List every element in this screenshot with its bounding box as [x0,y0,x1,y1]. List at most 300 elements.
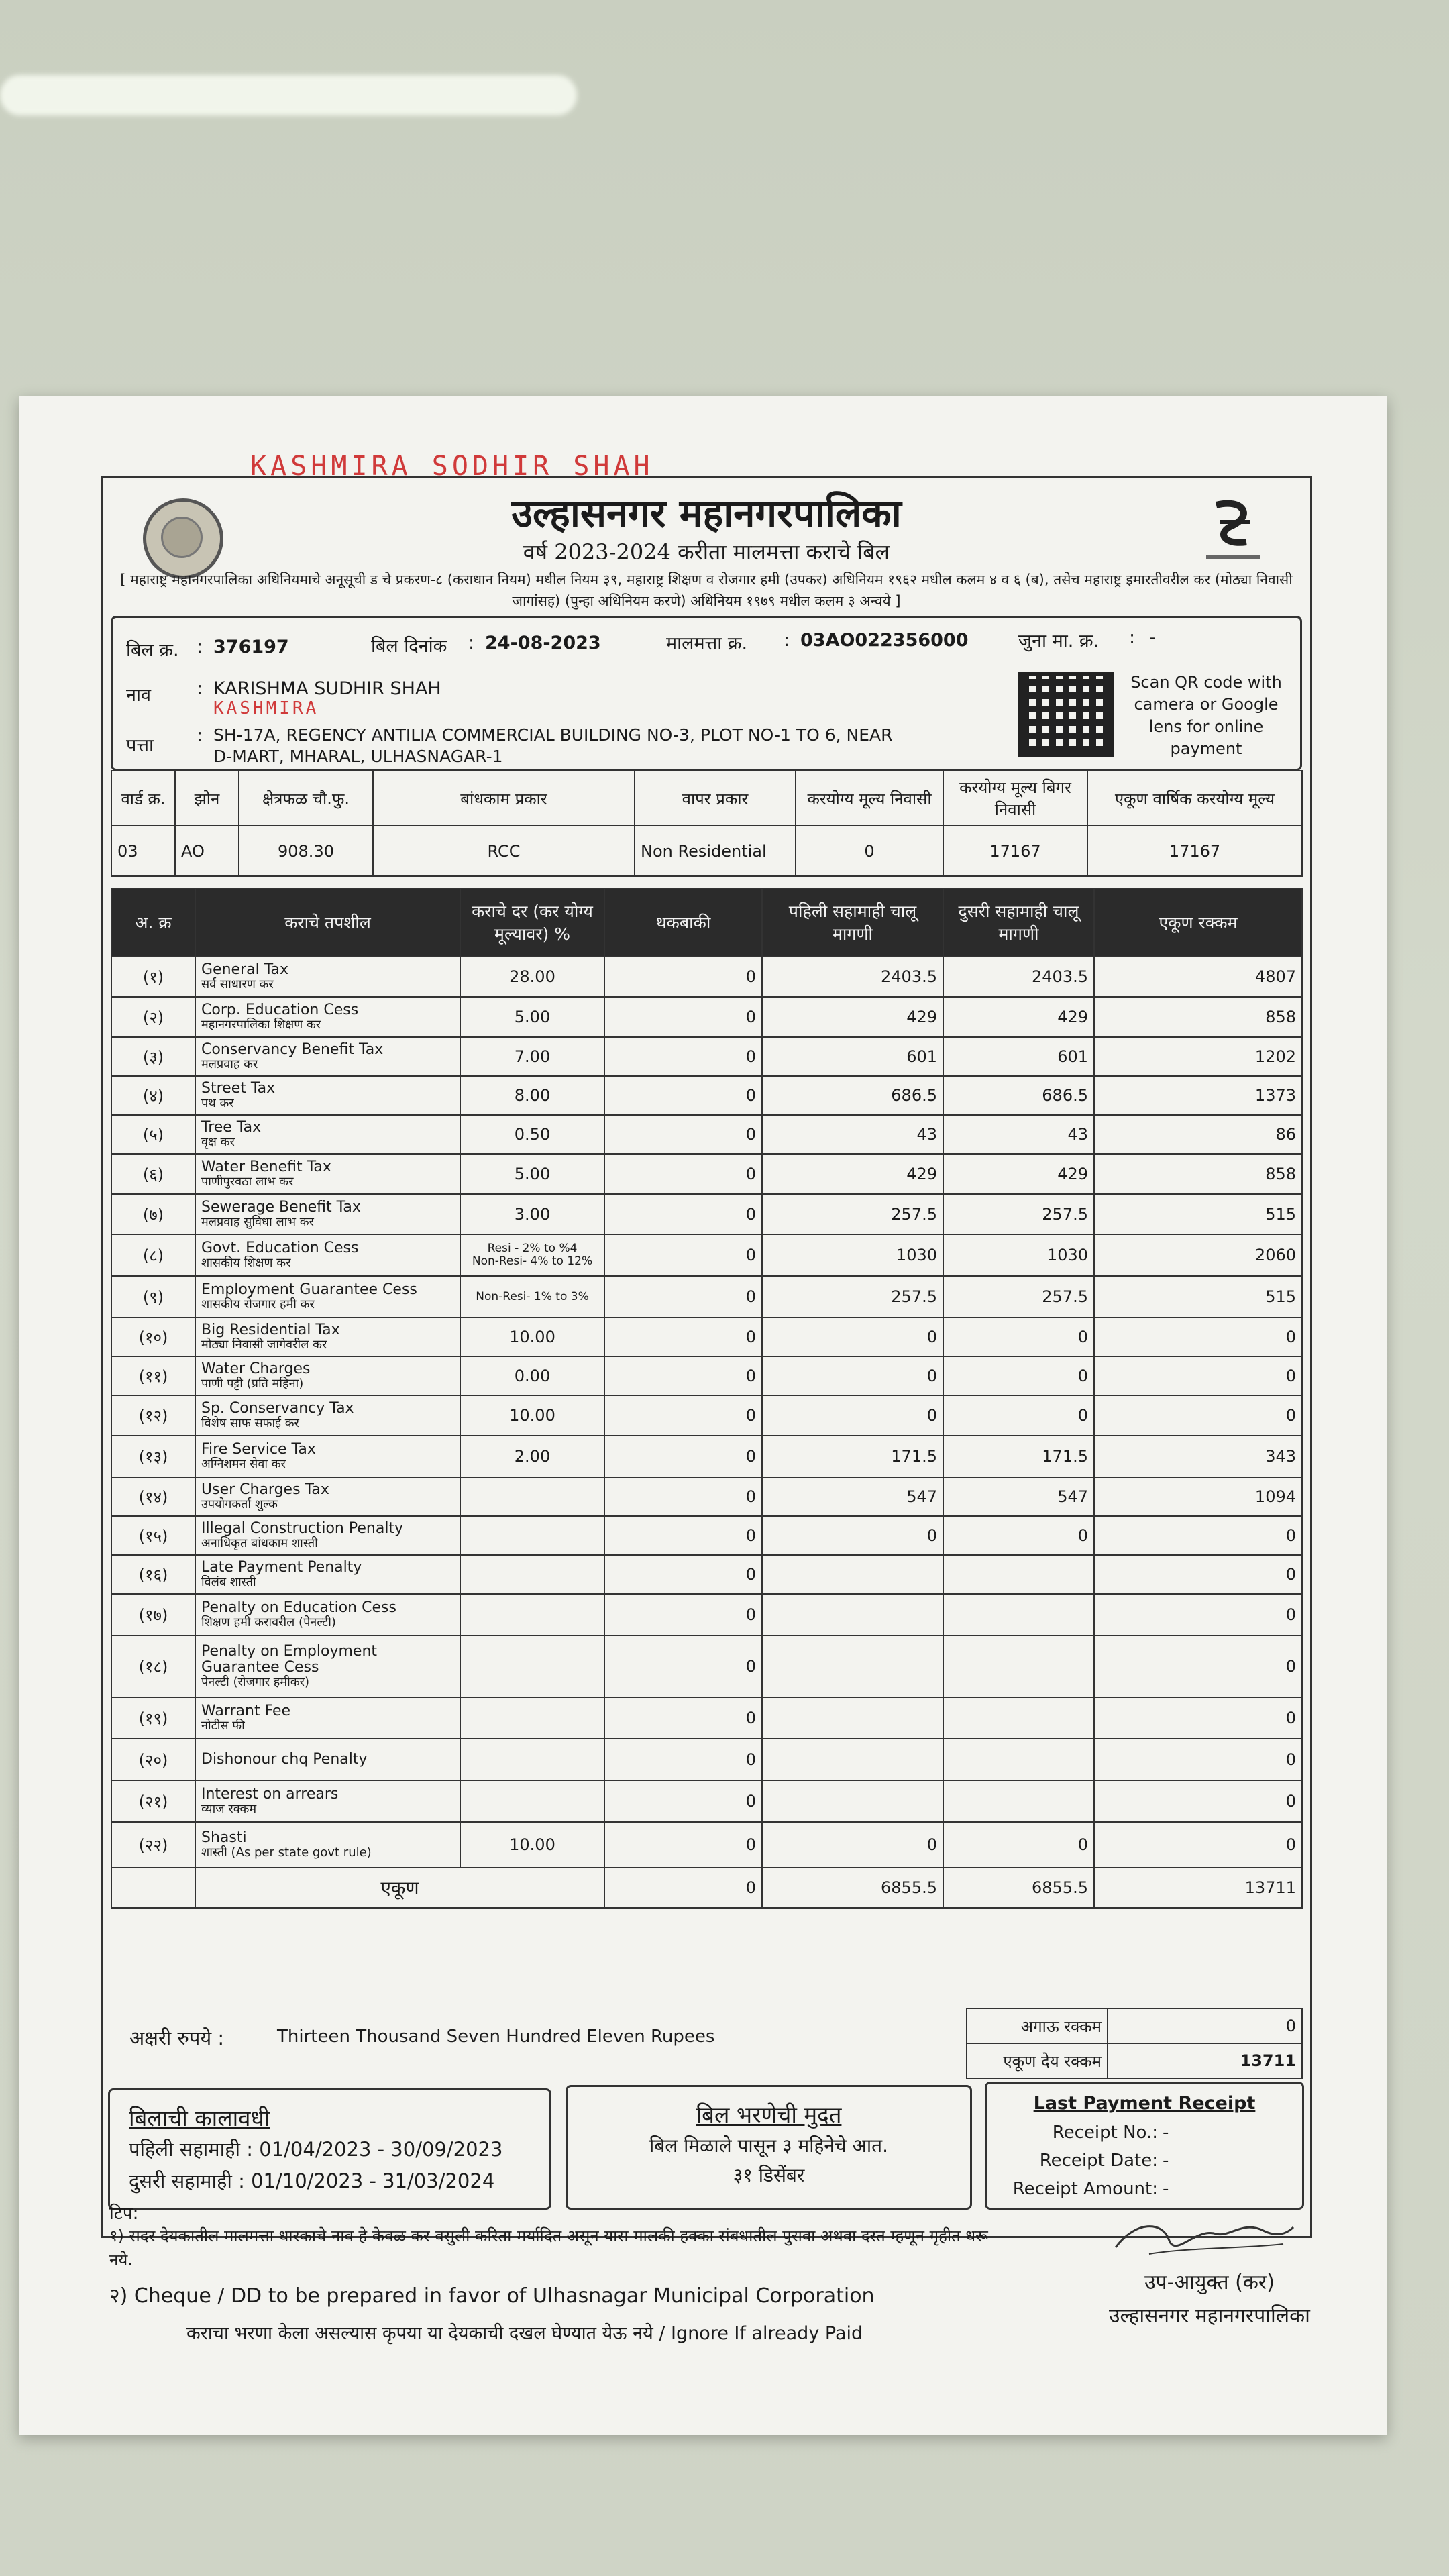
tax-row-sr: (१) [111,957,195,997]
corporation-name: उल्हासनगर महानगरपालिका [511,490,902,536]
tax-row-name [195,1234,460,1276]
tax-row-sr: (२१) [111,1780,195,1822]
tax-row-second-half [943,1635,1094,1697]
tax-name-english: Water Benefit Tax [201,1159,331,1175]
tax-row-name [195,1555,460,1594]
property-value-row [111,826,1302,876]
tax-row-arrears: 0 [604,1276,762,1318]
tax-name-marathi: वृक्ष कर [201,1135,235,1149]
tax-row-arrears: 0 [604,1115,762,1154]
first-half-period: पहिली सहामाही : 01/04/2023 - 30/09/2023 [129,2138,503,2161]
tax-row-arrears: 0 [604,1516,762,1555]
taxable-non-residential-value: 17167 [943,826,1087,876]
total-taxable-value: 17167 [1087,826,1302,876]
tax-row-first-half: 0 [762,1356,943,1395]
bill-date-label: बिल दिनांक [371,636,447,657]
bill-year-title: वर्ष 2023-2024 करीता मालमत्ता कराचे बिल [523,539,890,565]
tax-row-total: 1202 [1094,1037,1302,1076]
tax-row-sr: (१५) [111,1516,195,1555]
tax-row-total: 86 [1094,1115,1302,1154]
bill-info-box: बिल क्र. : 376197 बिल दिनांक : 24-08-2023 मालमत्ता क्र. : 03AO022356000 जुना मा. क्र. : - नाव : KARISHMA SUDHIR SHAH KASHMIRA पत्ता : SH-17A, REGENCY ANTILIA COMMERCIAL BUILDING NO-3, PLOT NO-1 TO 6, NEAR D-MART, MHARAL, ULHASNAGAR-1 Scan QR code with camera or Google lens for online payment [111,616,1302,771]
tax-name-english: Fire Service Tax [201,1441,316,1458]
tax-row-first-half: 429 [762,997,943,1037]
usage-type-value: Non Residential [635,826,796,876]
tax-name-english: Big Residential Tax [201,1322,340,1338]
header-zone: झोन [175,771,239,826]
tax-row-name [195,1194,460,1234]
tax-name-english: Street Tax [201,1080,276,1097]
address-line-2: D-MART, MHARAL, ULHASNAGAR-1 [213,747,503,766]
tax-row-total: 1094 [1094,1477,1302,1516]
tax-row-name [195,1780,460,1822]
tax-row-first-half [762,1697,943,1739]
total-arrears: 0 [604,1868,762,1908]
tax-row-total: 0 [1094,1594,1302,1635]
tax-row [111,1477,1302,1516]
tax-row-total: 515 [1094,1276,1302,1318]
tax-row-arrears: 0 [604,1635,762,1697]
tax-row [111,1635,1302,1697]
tax-row-rate: 2.00 [460,1436,604,1477]
note-3: कराचा भरणा केला असल्यास कृपया या देयकाची दखल घेण्यात येऊ नये / Ignore If already Paid [186,2323,863,2344]
legal-act-note: [ महाराष्ट्र महानगरपालिका अधिनियमाचे अनूसूची ड चे प्रकरण-८ (कराधान नियम) मधील नियम ३९, महाराष्ट्र शिक्षण व रोजगार हमी (उपकर) अधिनियम १९६२ मधील कलम ४ व ६ (ब), तसेच महाराष्ट्र इमारतीवरील कर (मोठ्या निवासी जागांसह) (पुन्हा अधिनियम करणे) अधिनियम १९७९ मधील कलम ३ अन्वये ] [120,572,1293,609]
qr-instruction: Scan QR code with camera or Google lens for online payment [1130,673,1282,758]
tax-row-rate [460,1477,604,1516]
tax-row-total: 515 [1094,1194,1302,1234]
tax-row-total: 1373 [1094,1076,1302,1115]
tax-row [111,1076,1302,1115]
tax-row-first-half: 257.5 [762,1276,943,1318]
tax-row-arrears: 0 [604,1697,762,1739]
tax-row-sr: (१०) [111,1318,195,1356]
tax-name-marathi: नोटीस फी [201,1719,245,1733]
tax-row [111,997,1302,1037]
total-second-half: 6855.5 [943,1868,1094,1908]
tax-row-arrears: 0 [604,957,762,997]
tax-row-second-half [943,1780,1094,1822]
tax-row-second-half: 547 [943,1477,1094,1516]
tax-name-english: Employment Guarantee Cess [201,1281,417,1298]
tax-row-second-half: 0 [943,1395,1094,1436]
tax-row-total: 0 [1094,1395,1302,1436]
header-arrears: थकबाकी [604,888,762,957]
tax-row-total: 343 [1094,1436,1302,1477]
property-details-table [111,770,1303,877]
tax-row-name [195,1395,460,1436]
tax-name-english: Sewerage Benefit Tax [201,1199,361,1216]
ceiling-light-reflection [0,75,577,115]
tax-row-sr: (१४) [111,1477,195,1516]
tax-row-sr: (६) [111,1154,195,1194]
tax-row [111,1697,1302,1739]
tax-row-first-half: 0 [762,1318,943,1356]
header-total-taxable: एकूण वार्षिक करयोग्य मूल्य [1087,771,1302,826]
tax-row-name [195,1477,460,1516]
tax-name-marathi: शास्ती (As per state govt rule) [201,1845,372,1860]
tax-row-total: 0 [1094,1780,1302,1822]
tax-row-second-half [943,1555,1094,1594]
tax-row [111,957,1302,997]
header-total: एकूण रक्कम [1094,888,1302,957]
tax-row [111,1037,1302,1076]
receipt-amount-label: Receipt Amount: [1012,2179,1158,2199]
tax-row-rate [460,1739,604,1780]
tax-row [111,1436,1302,1477]
last-receipt-title: Last Payment Receipt [1033,2093,1256,2114]
property-tax-bill [19,396,1387,2435]
payment-due-line-1: बिल मिळाले पासून ३ महिनेचे आत. [649,2135,889,2157]
total-label: एकूण [195,1868,604,1908]
payment-due-box [566,2085,972,2210]
old-no-label: जुना मा. क्र. [1018,631,1099,651]
header-usage-type: वापर प्रकार [635,771,796,826]
tax-row-total: 0 [1094,1739,1302,1780]
tax-row-first-half: 601 [762,1037,943,1076]
tax-row-first-half: 43 [762,1115,943,1154]
tax-row [111,1594,1302,1635]
tax-row-name [195,1697,460,1739]
header-sr: अ. क्र [111,888,195,957]
total-first-half: 6855.5 [762,1868,943,1908]
area-value: 908.30 [239,826,373,876]
tax-row-rate: 10.00 [460,1318,604,1356]
tax-row [111,1276,1302,1318]
tax-name-english: User Charges Tax [201,1481,329,1498]
tax-name-marathi: विशेष साफ सफाई कर [201,1416,299,1430]
tax-row [111,1318,1302,1356]
tax-row-name [195,1154,460,1194]
tax-row-sr: (२) [111,997,195,1037]
header-rate: कराचे दर (कर योग्य मूल्यावर) % [460,888,604,957]
tax-name-english: Penalty on Education Cess [201,1599,396,1616]
tax-name-english: Late Payment Penalty [201,1559,362,1576]
tax-row-rate [460,1555,604,1594]
tax-row-rate [460,1594,604,1635]
tax-row-second-half: 1030 [943,1234,1094,1276]
tax-name-english: Sp. Conservancy Tax [201,1400,354,1417]
tax-row-first-half [762,1635,943,1697]
tax-name-english: Govt. Education Cess [201,1240,359,1256]
tax-row-name [195,1037,460,1076]
officer-signature-icon [1109,2207,1297,2267]
tax-row-total: 0 [1094,1356,1302,1395]
tax-row-rate: 10.00 [460,1395,604,1436]
advance-amount: 0 [1108,2008,1302,2043]
receipt-date: - [1163,2151,1169,2171]
tax-row-name [195,1318,460,1356]
tax-row-second-half: 686.5 [943,1076,1094,1115]
tax-row-second-half: 429 [943,1154,1094,1194]
tax-row [111,1555,1302,1594]
tax-row-arrears: 0 [604,1739,762,1780]
tax-row-total: 2060 [1094,1234,1302,1276]
tax-name-marathi: महानगरपालिका शिक्षण कर [201,1018,321,1032]
tax-row-first-half: 171.5 [762,1436,943,1477]
header-first-half: पहिली सहामाही चालू मागणी [762,888,943,957]
tax-row-total: 0 [1094,1516,1302,1555]
payment-qr-code[interactable] [1018,672,1114,757]
tax-name-marathi: पथ कर [201,1096,234,1110]
tax-row-name [195,1594,460,1635]
tax-rate-text: Resi - 2% to %4 [487,1242,578,1255]
tax-name-marathi: व्याज रक्कम [201,1802,257,1816]
second-half-period: दुसरी सहामाही : 01/10/2023 - 31/03/2024 [129,2169,495,2192]
bill-no-label: बिल क्र. [126,640,179,661]
tax-row-sr: (१८) [111,1635,195,1697]
tax-row-sr: (११) [111,1356,195,1395]
tax-row-name [195,1436,460,1477]
tax-row-first-half: 0 [762,1516,943,1555]
tax-row-total: 0 [1094,1822,1302,1868]
tax-row-second-half: 0 [943,1356,1094,1395]
payable-summary-table [966,2008,1303,2079]
address-line-1: SH-17A, REGENCY ANTILIA COMMERCIAL BUILDING NO-3, PLOT NO-1 TO 6, NEAR [213,725,893,745]
tax-row-name [195,1115,460,1154]
tax-row-rate: 5.00 [460,1154,604,1194]
zone-value: AO [175,826,239,876]
tax-row-name [195,957,460,997]
notes-label: टिप: [109,2204,139,2224]
tax-name-english: Water Charges [201,1360,311,1377]
header-taxable-non-residential: करयोग्य मूल्य बिगर निवासी [943,771,1087,826]
note-2: २) Cheque / DD to be prepared in favor of Ulhasnagar Municipal Corporation [109,2284,875,2308]
tax-name-marathi: पाणी पट्टी (प्रति महिना) [201,1377,304,1391]
tax-row-rate [460,1635,604,1697]
ward-value: 03 [111,826,175,876]
tax-row [111,1739,1302,1780]
tax-row-second-half: 43 [943,1115,1094,1154]
tax-name-marathi: मलप्रवाह कर [201,1057,258,1071]
tax-name-marathi: शासकीय शिक्षण कर [201,1256,291,1270]
tax-row-rate [460,1276,604,1318]
tax-name-marathi: शासकीय रोजगार हमी कर [201,1297,315,1311]
tax-row-arrears: 0 [604,1234,762,1276]
tax-row-arrears: 0 [604,1436,762,1477]
tax-row-first-half: 686.5 [762,1076,943,1115]
payment-due-title: बिल भरणेची मुदत [696,2102,842,2128]
tax-row-second-half: 429 [943,997,1094,1037]
tax-row-second-half: 601 [943,1037,1094,1076]
tax-row-arrears: 0 [604,1594,762,1635]
tax-row-rate: 28.00 [460,957,604,997]
tax-row-arrears: 0 [604,1037,762,1076]
tax-row-first-half: 547 [762,1477,943,1516]
tax-row-sr: (४) [111,1076,195,1115]
payable-label: एकूण देय रक्कम [967,2043,1108,2078]
tax-row-sr: (१९) [111,1697,195,1739]
construction-type-value: RCC [373,826,635,876]
tax-row-rate [460,1780,604,1822]
bill-date: 24-08-2023 [485,633,601,653]
tax-row-first-half [762,1555,943,1594]
header-construction-type: बांधकाम प्रकार [373,771,635,826]
tax-name-english: Corp. Education Cess [201,1002,359,1018]
tax-details-table [111,888,1303,1909]
tax-row-arrears: 0 [604,997,762,1037]
tax-row-second-half: 0 [943,1516,1094,1555]
property-no-label: मालमत्ता क्र. [666,633,748,654]
tax-name-marathi: मोठ्या निवासी जागेवरील कर [201,1338,327,1352]
tax-total-row [111,1868,1302,1908]
tax-row-rate: 3.00 [460,1194,604,1234]
tax-name-marathi: अग्निशमन सेवा कर [201,1457,286,1471]
tax-row-name [195,1516,460,1555]
tax-row-rate [460,1234,604,1276]
tax-row-name [195,1356,460,1395]
tax-row-sr: (९) [111,1276,195,1318]
handwritten-name-correction: KASHMIRA [213,698,319,718]
tax-name-marathi: शिक्षण हमी करावरील (पेनल्टी) [201,1615,336,1629]
bill-no: 376197 [213,637,289,657]
tax-row-name [195,1635,460,1697]
tax-rate-text-2: Non-Resi- 4% to 12% [472,1254,593,1268]
tax-row-total: 858 [1094,1154,1302,1194]
tax-row-second-half: 0 [943,1822,1094,1868]
tax-row-name [195,997,460,1037]
tax-row-first-half: 429 [762,1154,943,1194]
tax-row-arrears: 0 [604,1822,762,1868]
advance-label: अगाऊ रक्कम [967,2008,1108,2043]
header-second-half: दुसरी सहामाही चालू मागणी [943,888,1094,957]
tax-row-sr: (२०) [111,1739,195,1780]
tax-row [111,1395,1302,1436]
tax-row-rate: 10.00 [460,1822,604,1868]
tax-row-first-half: 0 [762,1395,943,1436]
tax-row-first-half [762,1594,943,1635]
tax-row-arrears: 0 [604,1194,762,1234]
tax-row-second-half [943,1697,1094,1739]
name-label: नाव [126,685,151,706]
old-no: - [1149,627,1156,648]
bill-frame [101,476,1312,2238]
header-tax-detail: कराचे तपशील [195,888,460,957]
tax-row-arrears: 0 [604,1076,762,1115]
header-area: क्षेत्रफळ चौ.फु. [239,771,373,826]
tax-row-rate: 5.00 [460,997,604,1037]
owner-name: KARISHMA SUDHIR SHAH [213,678,441,699]
tax-name-marathi: पाणीपुरवठा लाभ कर [201,1175,294,1189]
tax-row-sr: (२२) [111,1822,195,1868]
address-label: पत्ता [126,735,154,756]
header-ward: वार्ड क्र. [111,771,175,826]
tax-row-first-half: 257.5 [762,1194,943,1234]
tax-row-total: 0 [1094,1635,1302,1697]
tax-row [111,1356,1302,1395]
tax-name-english: Shasti [201,1829,247,1846]
tax-name-marathi: पेनल्टी (रोजगार हमीकर) [201,1675,309,1689]
tax-row-arrears: 0 [604,1780,762,1822]
tax-name-marathi: उपयोगकर्ता शुल्क [201,1497,278,1511]
tax-row-rate: 7.00 [460,1037,604,1076]
tax-row-total: 0 [1094,1318,1302,1356]
tax-row-name [195,1276,460,1318]
tax-row [111,1822,1302,1868]
tax-row [111,1154,1302,1194]
tax-row-sr: (१६) [111,1555,195,1594]
tax-row-total: 0 [1094,1555,1302,1594]
tax-row-first-half: 1030 [762,1234,943,1276]
tax-row [111,1234,1302,1276]
header-taxable-residential: करयोग्य मूल्य निवासी [796,771,943,826]
note-1: १) सदर देयकातील मालमत्ता धारकाचे नाव हे केवळ कर वसुली करिता मर्यादित असून यास मालकी हक्का संबधातील पुरावा अथवा दस्त म्हणून गृहीत धरू नये. [109,2226,988,2269]
tax-name-marathi: अनाधिकृत बांधकाम शास्ती [201,1536,318,1550]
receipt-no: - [1163,2123,1169,2143]
tax-row [111,1115,1302,1154]
tax-row-name [195,1739,460,1780]
payable-amount: 13711 [1108,2043,1302,2078]
tax-row-name [195,1076,460,1115]
tax-row-arrears: 0 [604,1356,762,1395]
tax-name-english: Warrant Fee [201,1703,291,1719]
amount-in-words: Thirteen Thousand Seven Hundred Eleven Rupees [277,2027,715,2047]
billing-period-box [108,2088,551,2210]
amount-in-words-label: अक्षरी रुपये : [129,2027,225,2049]
signatory-org: उल्हासनगर महानगरपालिका [1109,2304,1310,2328]
tax-row-second-half: 2403.5 [943,957,1094,997]
tax-row-rate [460,1697,604,1739]
tax-row-sr: (८) [111,1234,195,1276]
tax-row-arrears: 0 [604,1154,762,1194]
tax-rate-text: Non-Resi- 1% to 3% [476,1289,589,1303]
property-header-row [111,771,1302,826]
tax-name-english: Illegal Construction Penalty [201,1520,404,1537]
taxable-residential-value: 0 [796,826,943,876]
total-sum: 13711 [1094,1868,1302,1908]
handwritten-name: KASHMIRA SODHIR SHAH [250,451,654,482]
total-blank [111,1868,195,1908]
tax-row-total: 0 [1094,1697,1302,1739]
tax-row-sr: (३) [111,1037,195,1076]
tax-name-english: Tree Tax [201,1119,262,1136]
tax-row-rate: 0.50 [460,1115,604,1154]
tax-row-first-half: 0 [762,1822,943,1868]
tax-row-first-half [762,1739,943,1780]
payable-row [967,2043,1302,2078]
tax-name-english: Dishonour chq Penalty [201,1751,368,1768]
tax-row-second-half [943,1594,1094,1635]
tax-row-sr: (१२) [111,1395,195,1436]
tax-row-first-half: 2403.5 [762,957,943,997]
tax-row-second-half: 257.5 [943,1276,1094,1318]
signatory-title: उप-आयुक्त (कर) [1144,2271,1275,2294]
tax-row-arrears: 0 [604,1395,762,1436]
payment-due-line-2: ३१ डिसेंबर [733,2164,805,2186]
tax-row-second-half [943,1739,1094,1780]
tax-name-marathi: मलप्रवाह सुविधा लाभ कर [201,1215,314,1229]
tax-row-name [195,1822,460,1868]
tax-name-english: Interest on arrears [201,1786,339,1803]
tax-row-total: 858 [1094,997,1302,1037]
tax-row [111,1194,1302,1234]
tax-row-sr: (५) [111,1115,195,1154]
tax-row-arrears: 0 [604,1318,762,1356]
tax-name-marathi: सर्व साधारण कर [201,977,274,991]
tax-row [111,1516,1302,1555]
tax-row-sr: (७) [111,1194,195,1234]
receipt-no-label: Receipt No.: [1052,2123,1158,2143]
advance-row [967,2008,1302,2043]
tax-row-second-half: 0 [943,1318,1094,1356]
tax-name-english: Conservancy Benefit Tax [201,1041,384,1058]
tax-row [111,1780,1302,1822]
tax-row-first-half [762,1780,943,1822]
tax-row-rate: 8.00 [460,1076,604,1115]
tax-row-arrears: 0 [604,1477,762,1516]
tax-row-sr: (१३) [111,1436,195,1477]
tax-header-row [111,888,1302,957]
tax-row-second-half: 257.5 [943,1194,1094,1234]
tax-row-arrears: 0 [604,1555,762,1594]
